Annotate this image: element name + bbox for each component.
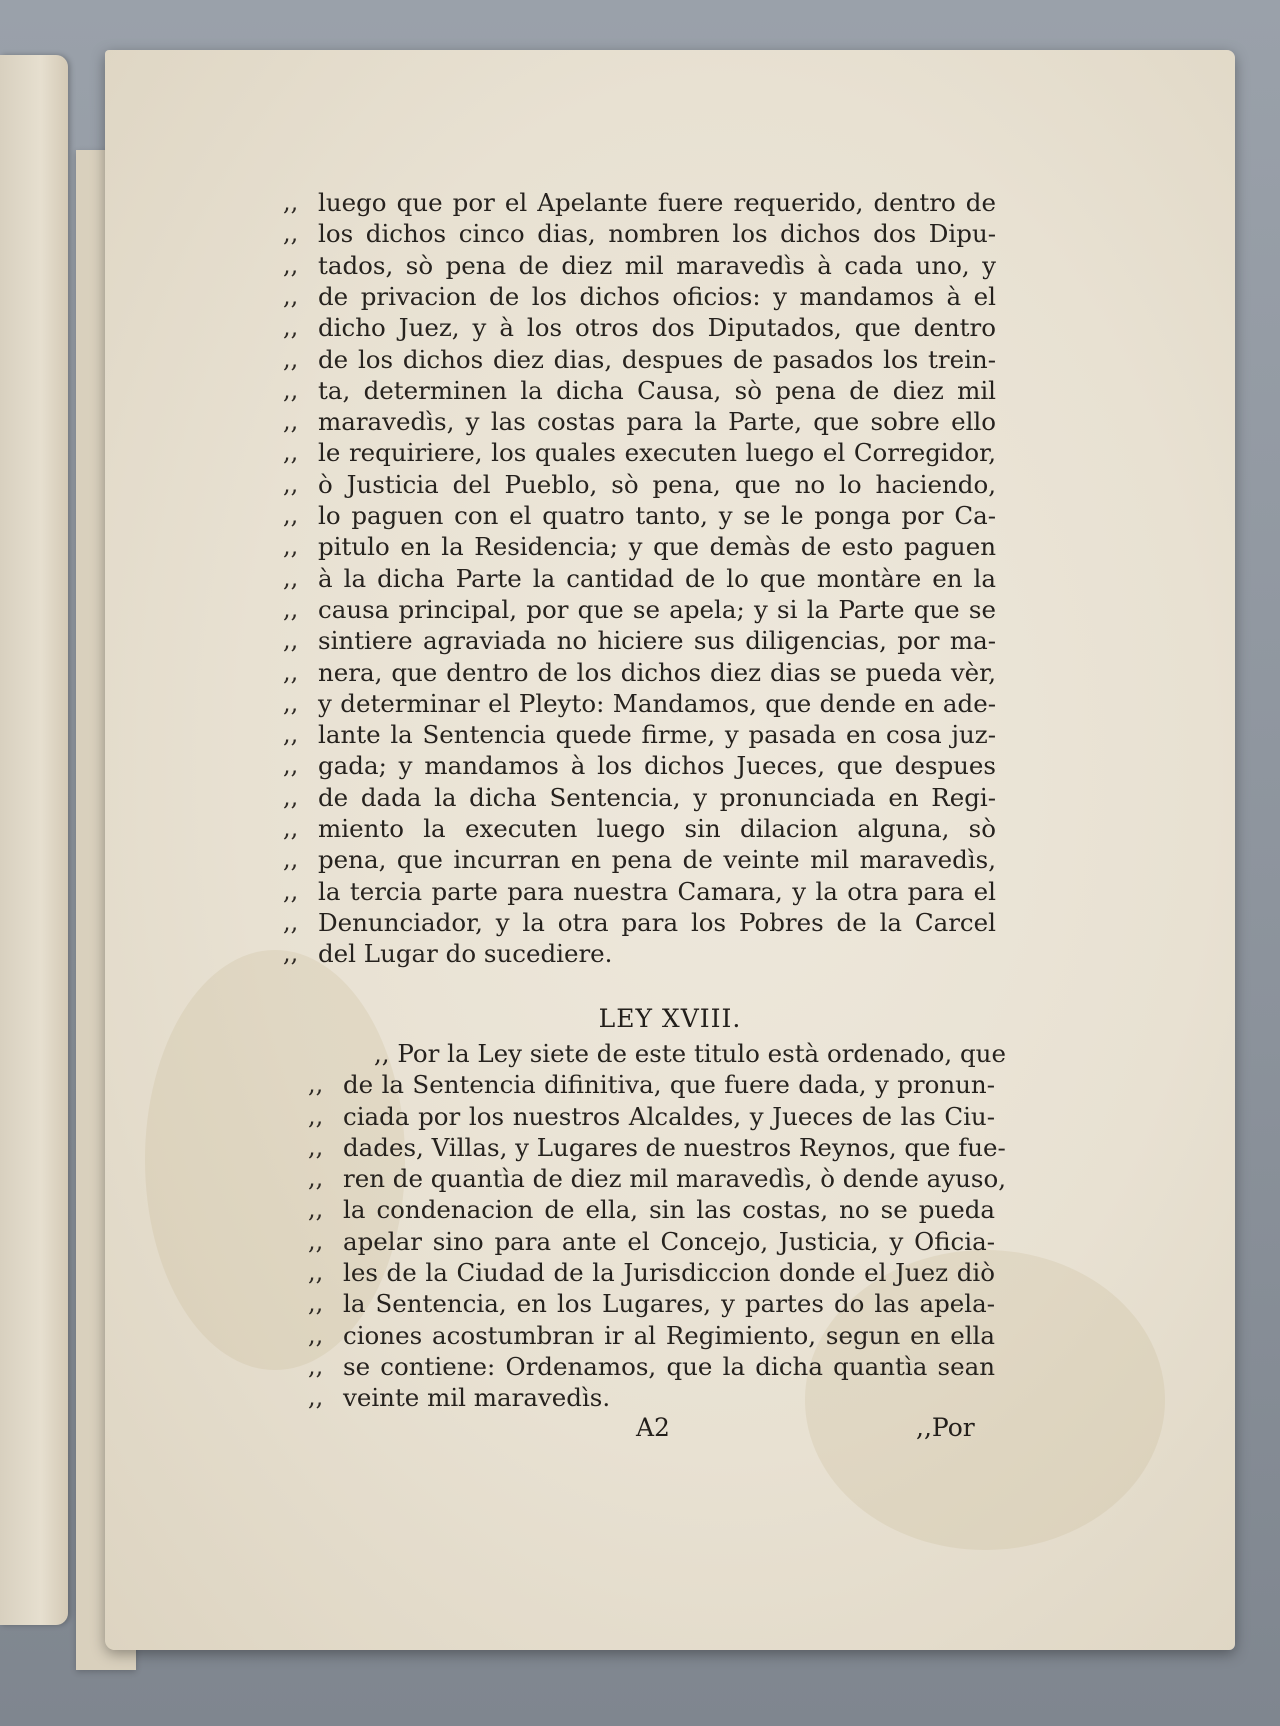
paragraph-line: miento la executen luego sin dilacion alguna, sò [318, 814, 996, 843]
quotation-mark: ,, [283, 219, 299, 248]
paragraph-line: ò Justicia del Pueblo, sò pena, que no lo haciendo, [318, 469, 996, 499]
quotation-mark: ,, [283, 563, 299, 592]
quotation-mark: ,, [283, 907, 299, 936]
paragraph-line: tados, sò pena de diez mil maravedìs à cada uno, y [318, 250, 996, 280]
paragraph-line: y determinar el Pleyto: Mandamos, que dende en ade- [318, 688, 996, 718]
law-line: de la Sentencia difinitiva, que fuere dada, y pronun- [343, 1070, 995, 1100]
law-first-line: ,, Por la Ley siete de este titulo està ordenado, que [374, 1039, 1006, 1068]
quotation-mark: ,, [283, 281, 299, 310]
law-line: se contiene: Ordenamos, que la dicha quantìa sean [343, 1351, 995, 1381]
paragraph-line: Denunciador, y la otra para los Pobres de la Carcel [318, 907, 996, 937]
quotation-mark: ,, [308, 1351, 324, 1380]
paragraph-line: maravedìs, y las costas para la Parte, que sobre ello [318, 407, 996, 437]
signature-mark: A2 [636, 1413, 670, 1442]
quotation-mark: ,, [283, 939, 299, 968]
paragraph-line: los dichos cinco dias, nombren los dichos dos Dipu- [318, 219, 996, 249]
quotation-mark: ,, [283, 438, 299, 467]
paragraph-line: gada; y mandamos à los dichos Jueces, que despues [318, 751, 996, 781]
quotation-mark: ,, [308, 1226, 324, 1255]
paragraph-line: à la dicha Parte la cantidad de lo que montàre en la [318, 563, 996, 593]
paragraph-line: nera, que dentro de los dichos diez dias se pueda vèr, [318, 657, 996, 687]
paragraph-line: pitulo en la Residencia; y que demàs de esto paguen [318, 532, 996, 562]
paragraph-line: de privacion de los dichos oficios: y mandamos à el [318, 281, 996, 311]
quotation-mark: ,, [283, 688, 299, 717]
law-line: veinte mil maravedìs. [343, 1383, 611, 1413]
quotation-mark: ,, [283, 626, 299, 655]
paragraph-line: lante la Sentencia quede firme, y pasada en cosa juz- [318, 720, 996, 750]
quotation-mark: ,, [308, 1258, 324, 1287]
quotation-mark: ,, [283, 876, 299, 905]
law-line: la Sentencia, en los Lugares, y partes do las apela- [343, 1289, 995, 1319]
law-line: ciada por los nuestros Alcaldes, y Jueces de las Ciu- [343, 1101, 995, 1131]
quotation-mark: ,, [283, 250, 299, 279]
quotation-mark: ,, [308, 1132, 324, 1161]
paragraph-line: dicho Juez, y à los otros dos Diputados, que dentro [318, 313, 996, 343]
paragraph-line: de los dichos diez dias, despues de pasados los trein- [318, 344, 996, 374]
paragraph-line: le requiriere, los quales executen luego el Corregidor, [318, 438, 996, 468]
quotation-mark: ,, [283, 407, 299, 436]
law-line: ciones acostumbran ir al Regimiento, segun en ella [343, 1320, 995, 1350]
quotation-mark: ,, [308, 1289, 324, 1318]
quotation-mark: ,, [308, 1101, 324, 1130]
paragraph-line: lo paguen con el quatro tanto, y se le ponga por Ca- [318, 501, 996, 530]
paragraph-line: sintiere agraviada no hiciere sus diligencias, por ma- [318, 626, 996, 656]
paragraph-line: causa principal, por que se apela; y si la Parte que se [318, 594, 996, 624]
quotation-mark: ,, [283, 532, 299, 561]
quotation-mark: ,, [308, 1195, 324, 1224]
quotation-mark: ,, [283, 845, 299, 874]
quotation-mark: ,, [283, 469, 299, 498]
law-heading: LEY XVIII. [598, 1004, 742, 1033]
quotation-mark: ,, [308, 1383, 324, 1412]
quotation-mark: ,, [308, 1320, 324, 1349]
quotation-mark: ,, [283, 720, 299, 749]
paragraph-line: ta, determinen la dicha Causa, sò pena de diez mil [318, 375, 996, 405]
catchword: ,,Por [916, 1413, 975, 1442]
quotation-mark: ,, [283, 344, 299, 373]
paragraph-line: la tercia parte para nuestra Camara, y la otra para el [318, 876, 996, 906]
quotation-mark: ,, [283, 751, 299, 780]
quotation-mark: ,, [283, 375, 299, 404]
quotation-mark: ,, [283, 782, 299, 811]
quotation-mark: ,, [283, 657, 299, 686]
quotation-mark: ,, [308, 1070, 324, 1099]
law-line: dades, Villas, y Lugares de nuestros Reynos, que fue- [343, 1132, 1006, 1162]
quotation-mark: ,, [308, 1164, 324, 1193]
paragraph-line: del Lugar do sucediere. [318, 939, 613, 969]
paragraph-line: de dada la dicha Sentencia, y pronunciada en Regi- [318, 782, 996, 812]
quotation-mark: ,, [283, 814, 299, 842]
quotation-mark: ,, [283, 594, 299, 623]
law-line: apelar sino para ante el Concejo, Justicia, y Oficia- [343, 1226, 995, 1256]
facing-page-edge [0, 55, 68, 1625]
paragraph-line: pena, que incurran en pena de veinte mil maravedìs, [318, 845, 996, 875]
law-line: ren de quantìa de diez mil maravedìs, ò dende ayuso, [343, 1164, 1007, 1194]
quotation-mark: ,, [283, 501, 299, 529]
quotation-mark: ,, [283, 188, 299, 216]
paragraph-line: luego que por el Apelante fuere requerido, dentro de [318, 188, 996, 217]
law-line: les de la Ciudad de la Jurisdiccion donde el Juez diò [343, 1258, 995, 1288]
quotation-mark: ,, [283, 313, 299, 342]
law-line: la condenacion de ella, sin las costas, no se pueda [343, 1195, 995, 1225]
